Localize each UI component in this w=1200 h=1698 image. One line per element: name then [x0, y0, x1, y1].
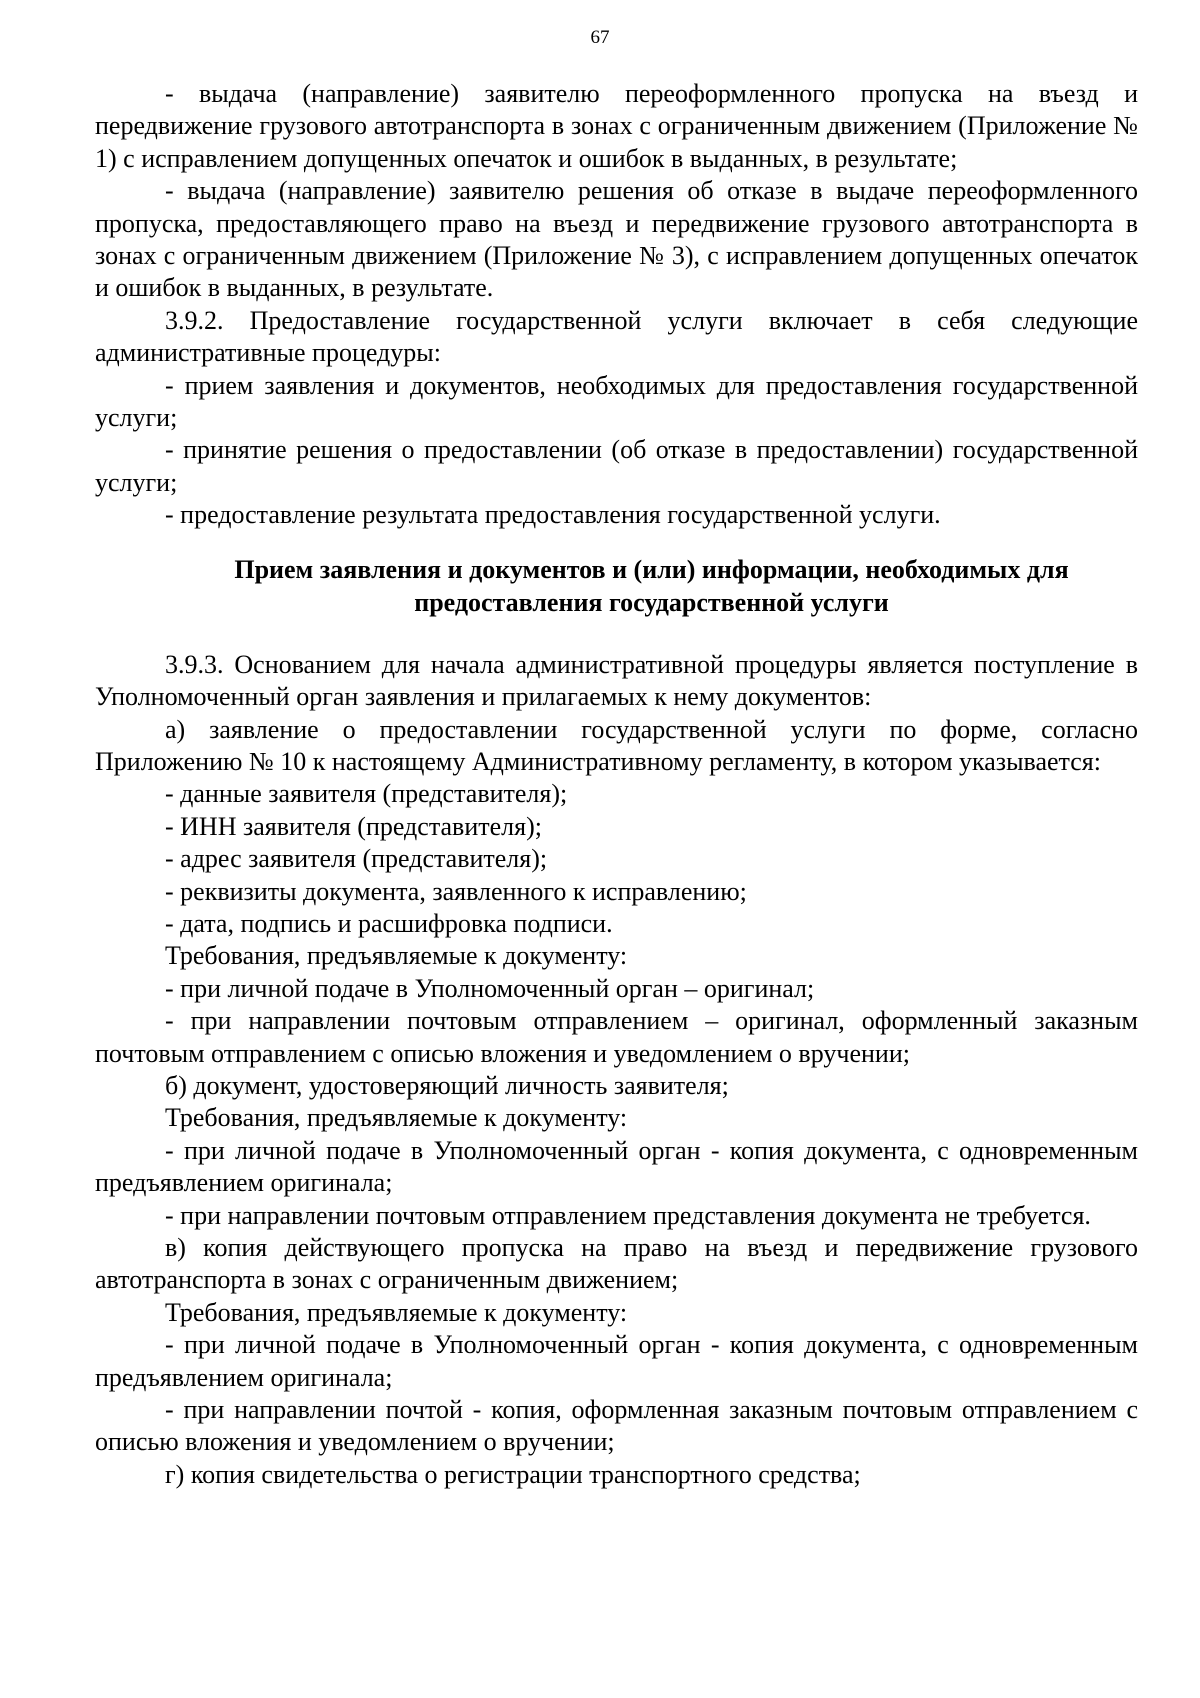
- paragraph: - выдача (направление) заявителю переоформленного пропуска на въезд и передвижение грузового автотранспорта в зонах с ограниченным движением (Приложение № 1) с исправлением допущенных опечаток и ошибок в выданных, в результате;: [95, 79, 1138, 173]
- paragraph: 3.9.2. Предоставление государственной услуги включает в себя следующие административные процедуры:: [95, 305, 1138, 368]
- paragraph: - реквизиты документа, заявленного к исправлению;: [165, 876, 747, 906]
- paragraph: - прием заявления и документов, необходимых для предоставления государственной услуги;: [95, 370, 1138, 433]
- paragraph: - дата, подпись и расшифровка подписи.: [165, 908, 613, 938]
- paragraph: 3.9.3. Основанием для начала административной процедуры является поступление в Уполномоченный орган заявления и прилагаемых к нему документов:: [95, 649, 1138, 712]
- paragraph: а) заявление о предоставлении государственной услуги по форме, согласно Приложению № 10 к настоящему Административному регламенту, в котором указывается:: [95, 714, 1138, 776]
- spacer: [95, 619, 1138, 649]
- paragraph: г) копия свидетельства о регистрации транспортного средства;: [165, 1459, 861, 1489]
- paragraph: Требования, предъявляемые к документу:: [165, 1297, 628, 1327]
- paragraph: - принятие решения о предоставлении (об отказе в предоставлении) государственной услуги;: [95, 435, 1138, 497]
- paragraph: б) документ, удостоверяющий личность заявителя;: [165, 1070, 729, 1100]
- paragraph: - ИНН заявителя (представителя);: [165, 811, 542, 841]
- paragraph: Требования, предъявляемые к документу:: [165, 1103, 628, 1133]
- paragraph: - выдача (направление) заявителю решения об отказе в выдаче переоформленного пропуска, предоставляющего право на въезд и передвижение грузового автотранспорта в зонах с ограниченным движением (Приложение № 3), с исправлением допущенных опечаток и ошибок в выданных, в результате.: [95, 176, 1138, 303]
- paragraph: - при личной подаче в Уполномоченный орган - копия документа, с одновременным предъявлением оригинала;: [95, 1330, 1138, 1392]
- paragraph: - при личной подаче в Уполномоченный орган - копия документа, с одновременным предъявлением оригинала;: [95, 1135, 1138, 1198]
- spacer: [95, 532, 1138, 553]
- paragraph: в) копия действующего пропуска на право на въезд и передвижение грузового автотранспорта в зонах с ограниченным движением;: [95, 1233, 1138, 1295]
- paragraph: - при личной подаче в Уполномоченный орган – оригинал;: [165, 973, 815, 1003]
- paragraph: - данные заявителя (представителя);: [165, 779, 568, 809]
- paragraph: - при направлении почтовым отправлением представления документа не требуется.: [165, 1200, 1091, 1230]
- document-body: [95, 78, 1138, 1491]
- paragraph: - предоставление результата предоставления государственной услуги.: [165, 500, 941, 530]
- section-heading: Прием заявления и документов и (или) информации, необходимых для предоставления государственной услуги: [234, 554, 1069, 617]
- paragraph: - при направлении почтовым отправлением – оригинал, оформленный заказным почтовым отправлением с описью вложения и уведомлением о вручении;: [95, 1006, 1138, 1068]
- paragraph: - адрес заявителя (представителя);: [165, 844, 548, 874]
- paragraph: - при направлении почтой - копия, оформленная заказным почтовым отправлением с описью вложения и уведомлением о вручении;: [95, 1395, 1138, 1457]
- paragraph: Требования, предъявляемые к документу:: [165, 941, 628, 971]
- page-number: 67: [590, 27, 610, 48]
